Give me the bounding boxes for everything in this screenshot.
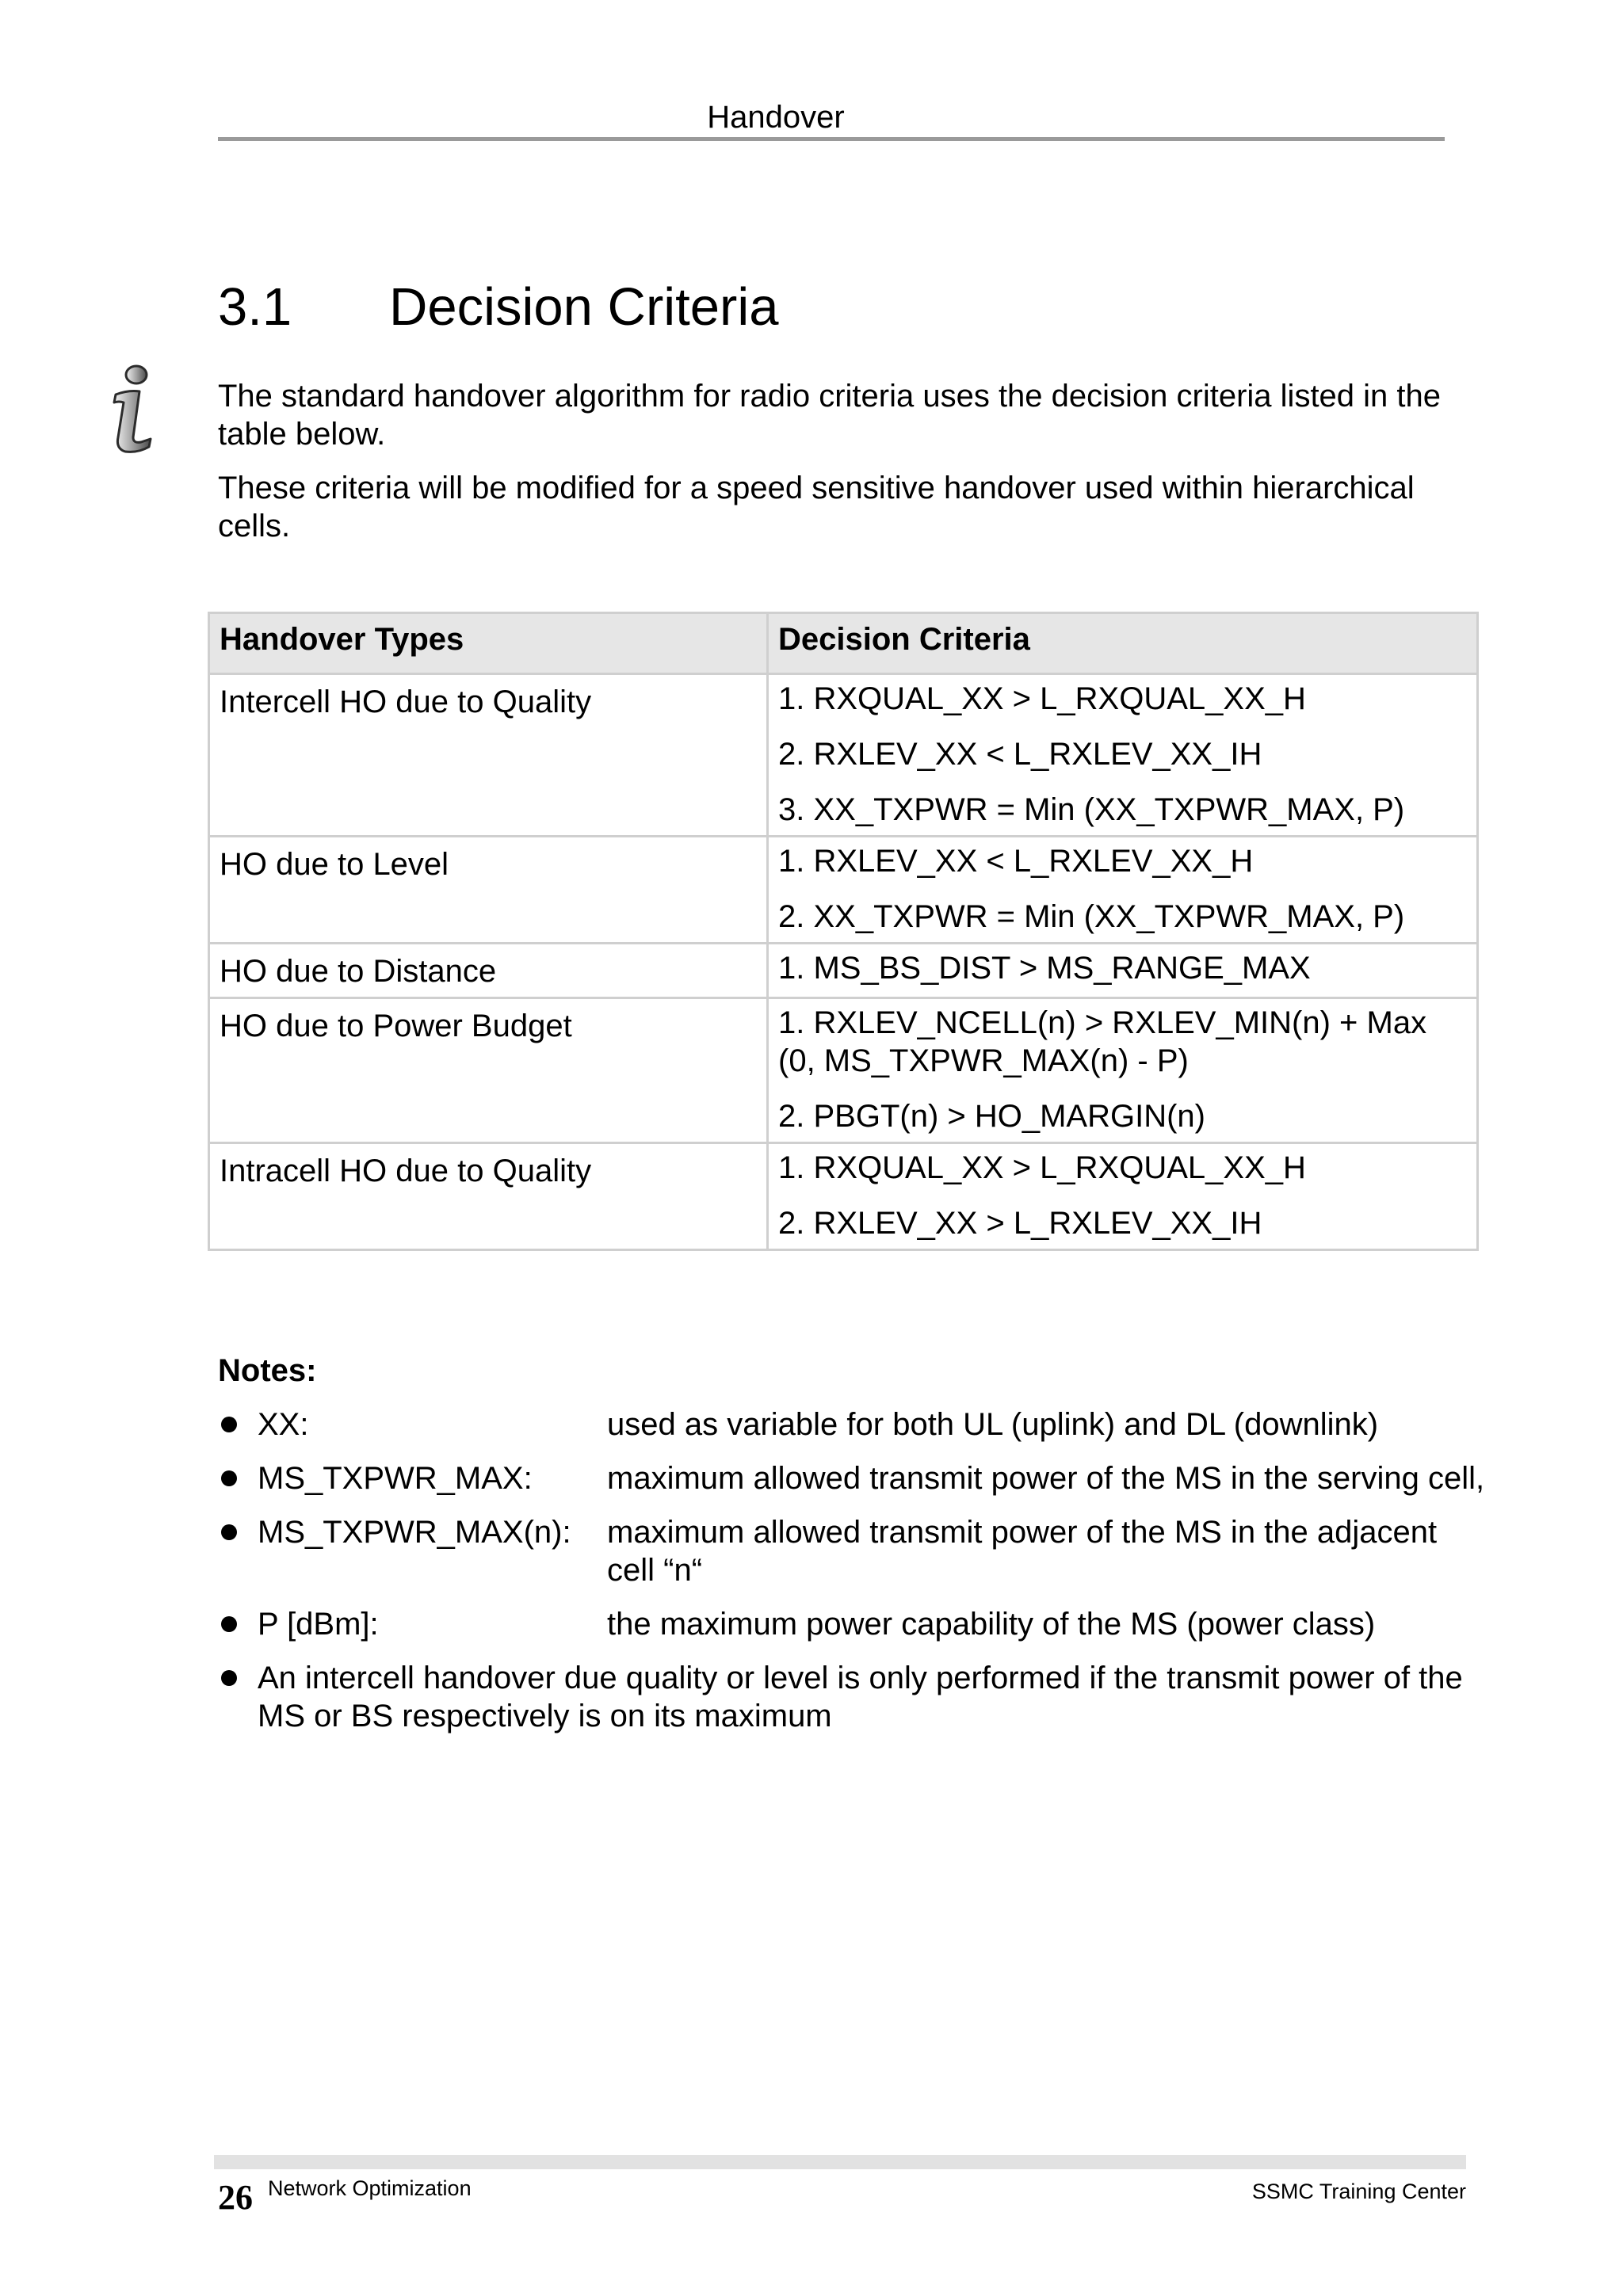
notes-list <box>218 1405 1486 1751</box>
note-definition: An intercell handover due quality or level is only performed if the transmit power of the MS or BS respectively is on its maximum <box>258 1661 1463 1733</box>
notes-heading: Notes: <box>218 1353 317 1388</box>
decision-criteria-table <box>208 612 1479 1251</box>
note-term: XX: <box>258 1407 309 1442</box>
note-definition: the maximum power capability of the MS (power class) <box>607 1607 1376 1642</box>
header-handover-types: Handover Types <box>209 613 768 674</box>
criterion: 2. XX_TXPWR = Min (XX_TXPWR_MAX, P) <box>778 899 1405 934</box>
section-heading <box>218 276 778 339</box>
footer-organization: SSMC Training Center <box>1251 2180 1466 2203</box>
handover-type-cell: Intracell HO due to Quality <box>209 1143 768 1250</box>
table-row <box>209 998 1478 1143</box>
handover-type-cell: HO due to Power Budget <box>209 998 768 1143</box>
list-item <box>218 1659 1486 1735</box>
intro-paragraph-2: These criteria will be modified for a speed sensitive handover used within hierarchical cells. <box>218 471 1415 543</box>
criterion: 2. RXLEV_XX < L_RXLEV_XX_IH <box>778 737 1262 772</box>
footer-divider <box>214 2155 1466 2169</box>
criterion: 2. PBGT(n) > HO_MARGIN(n) <box>778 1099 1205 1134</box>
criterion: 1. MS_BS_DIST > MS_RANGE_MAX <box>778 951 1311 986</box>
bullet-icon <box>221 1670 237 1686</box>
handover-type-cell: Intercell HO due to Quality <box>209 674 768 837</box>
footer-document-title: Network Optimization <box>268 2176 472 2200</box>
note-definition: maximum allowed transmit power of the MS in the adjacent cell “n“ <box>607 1515 1438 1588</box>
list-item <box>218 1605 1486 1643</box>
table-row <box>209 944 1478 998</box>
list-item <box>218 1513 1486 1589</box>
page-number: 26 <box>218 2178 253 2217</box>
note-term: MS_TXPWR_MAX: <box>258 1461 533 1496</box>
note-term: P [dBm]: <box>258 1607 379 1642</box>
bullet-icon <box>221 1616 237 1632</box>
criteria-cell <box>768 674 1478 837</box>
table-header-row <box>209 613 1478 674</box>
criterion: 3. XX_TXPWR = Min (XX_TXPWR_MAX, P) <box>778 792 1405 827</box>
table-row <box>209 837 1478 944</box>
header-decision-criteria: Decision Criteria <box>768 613 1478 674</box>
criterion: 1. RXLEV_XX < L_RXLEV_XX_H <box>778 844 1254 879</box>
criteria-cell <box>768 944 1478 998</box>
table-row <box>209 674 1478 837</box>
criteria-cell <box>768 1143 1478 1250</box>
section-title: Decision Criteria <box>389 277 779 337</box>
list-item <box>218 1459 1486 1497</box>
section-number: 3.1 <box>218 277 292 337</box>
table-row <box>209 1143 1478 1250</box>
criteria-cell <box>768 837 1478 944</box>
running-header-title: Handover <box>707 100 845 135</box>
intro-paragraph-1: The standard handover algorithm for radio criteria uses the decision criteria listed in the table below. <box>218 379 1442 452</box>
info-icon <box>105 364 158 455</box>
criterion: 1. RXQUAL_XX > L_RXQUAL_XX_H <box>778 1150 1306 1185</box>
criterion: 1. RXLEV_NCELL(n) > RXLEV_MIN(n) + Max (0, MS_TXPWR_MAX(n) - P) <box>778 1005 1427 1078</box>
handover-type-cell: HO due to Distance <box>209 944 768 998</box>
bullet-icon <box>221 1524 237 1540</box>
criterion: 2. RXLEV_XX > L_RXLEV_XX_IH <box>778 1206 1262 1241</box>
handover-type-cell: HO due to Level <box>209 837 768 944</box>
bullet-icon <box>221 1417 237 1432</box>
criterion: 1. RXQUAL_XX > L_RXQUAL_XX_H <box>778 681 1306 716</box>
note-definition: maximum allowed transmit power of the MS in the serving cell, <box>607 1461 1485 1496</box>
running-header <box>218 100 1445 141</box>
note-definition: used as variable for both UL (uplink) and DL (downlink) <box>607 1407 1379 1442</box>
note-term: MS_TXPWR_MAX(n): <box>258 1515 571 1550</box>
criteria-cell <box>768 998 1478 1143</box>
list-item <box>218 1405 1486 1444</box>
bullet-icon <box>221 1470 237 1486</box>
